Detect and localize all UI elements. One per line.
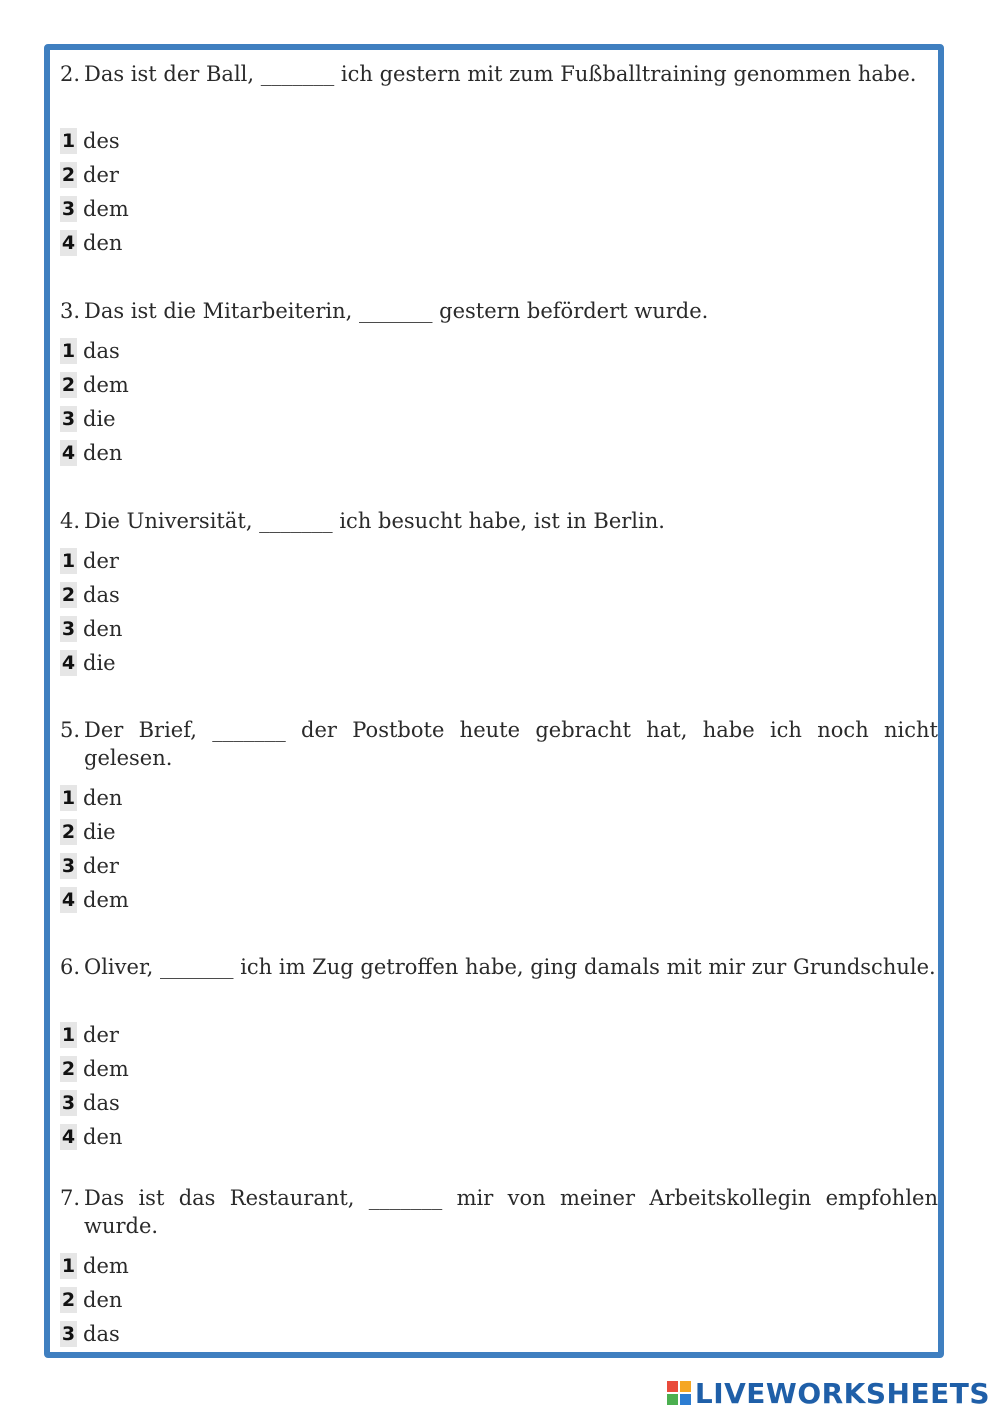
option-text[interactable]: der [83,549,119,573]
question-number: 6. [60,955,81,979]
option-text[interactable]: der [83,854,119,878]
option-6-3[interactable] [60,1089,120,1117]
option-number[interactable]: 2 [61,584,76,606]
option-5-4[interactable] [60,886,129,914]
option-7-2[interactable] [60,1286,122,1314]
option-text[interactable]: das [83,1091,120,1115]
option-text[interactable]: dem [83,373,129,397]
question-text: Das ist der Ball, _______ ich gestern mit zum Fußballtraining genommen habe. [84,62,917,86]
option-text[interactable]: dem [83,1254,129,1278]
option-2-2[interactable] [60,161,119,189]
question-number: 7. [60,1186,81,1210]
question-number: 5. [60,718,81,742]
option-7-1[interactable] [60,1252,129,1280]
question-text: Das ist das Restaurant, _______ mir von meiner Arbeitskollegin empfohlen wurde. [84,1186,938,1238]
option-number[interactable]: 2 [61,374,76,396]
option-number[interactable]: 3 [61,198,76,220]
question-3 [60,297,938,325]
option-3-3[interactable] [60,405,116,433]
option-6-2[interactable] [60,1055,129,1083]
option-number[interactable]: 1 [61,130,76,152]
option-2-1[interactable] [60,127,120,155]
option-text[interactable]: den [83,231,123,255]
question-text: Die Universität, _______ ich besucht habe, ist in Berlin. [84,509,665,533]
option-text[interactable]: das [83,583,120,607]
option-number[interactable]: 2 [61,821,76,843]
option-number[interactable]: 1 [61,550,76,572]
option-text[interactable]: das [83,339,120,363]
option-text[interactable]: den [83,441,123,465]
option-6-1[interactable] [60,1021,119,1049]
option-7-3[interactable] [60,1320,120,1348]
option-3-2[interactable] [60,371,129,399]
option-5-3[interactable] [60,852,119,880]
option-text[interactable]: den [83,617,123,641]
question-6 [60,953,938,981]
option-text[interactable]: die [83,820,116,844]
question-text: Das ist die Mitarbeiterin, _______ gestern befördert wurde. [84,299,709,323]
question-text: Oliver, _______ ich im Zug getroffen habe, ging damals mit mir zur Grundschule. [84,955,936,979]
option-number[interactable]: 4 [61,889,76,911]
option-text[interactable]: dem [83,197,129,221]
option-2-4[interactable] [60,229,122,257]
option-text[interactable]: das [83,1322,120,1346]
question-2 [60,60,938,88]
option-4-1[interactable] [60,547,119,575]
option-text[interactable]: dem [83,888,129,912]
option-number[interactable]: 1 [61,1024,76,1046]
option-2-3[interactable] [60,195,129,223]
option-text[interactable]: des [83,129,120,153]
option-text[interactable]: die [83,651,116,675]
option-number[interactable]: 4 [61,652,76,674]
option-text[interactable]: den [83,1125,123,1149]
liveworksheets-brand [667,1376,990,1410]
option-text[interactable]: die [83,407,116,431]
option-number[interactable]: 3 [61,1323,76,1345]
option-text[interactable]: dem [83,1057,129,1081]
brand-name: LIVEWORKSHEETS [694,1376,990,1410]
option-5-2[interactable] [60,818,116,846]
option-number[interactable]: 2 [61,1289,76,1311]
option-4-3[interactable] [60,615,122,643]
option-5-1[interactable] [60,784,122,812]
option-number[interactable]: 4 [61,232,76,254]
option-number[interactable]: 1 [61,1255,76,1277]
option-text[interactable]: der [83,1023,119,1047]
option-text[interactable]: der [83,163,119,187]
option-number[interactable]: 3 [61,855,76,877]
option-3-1[interactable] [60,337,120,365]
worksheet-frame [44,44,944,1358]
option-number[interactable]: 4 [61,1126,76,1148]
question-7 [60,1184,938,1240]
option-number[interactable]: 2 [61,1058,76,1080]
option-3-4[interactable] [60,439,122,467]
question-number: 2. [60,62,81,86]
option-number[interactable]: 3 [61,618,76,640]
option-number[interactable]: 2 [61,164,76,186]
option-number[interactable]: 4 [61,442,76,464]
question-4 [60,507,938,535]
option-6-4[interactable] [60,1123,122,1151]
question-number: 3. [60,299,81,323]
option-text[interactable]: den [83,786,123,810]
option-number[interactable]: 1 [61,340,76,362]
option-number[interactable]: 3 [61,1092,76,1114]
option-number[interactable]: 1 [61,787,76,809]
question-5 [60,716,938,772]
option-4-4[interactable] [60,649,116,677]
question-text: Der Brief, _______ der Postbote heute gebracht hat, habe ich noch nicht gelesen. [84,718,938,770]
option-number[interactable]: 3 [61,408,76,430]
option-4-2[interactable] [60,581,120,609]
option-text[interactable]: den [83,1288,123,1312]
liveworksheets-logo-icon [667,1381,691,1405]
question-number: 4. [60,509,81,533]
